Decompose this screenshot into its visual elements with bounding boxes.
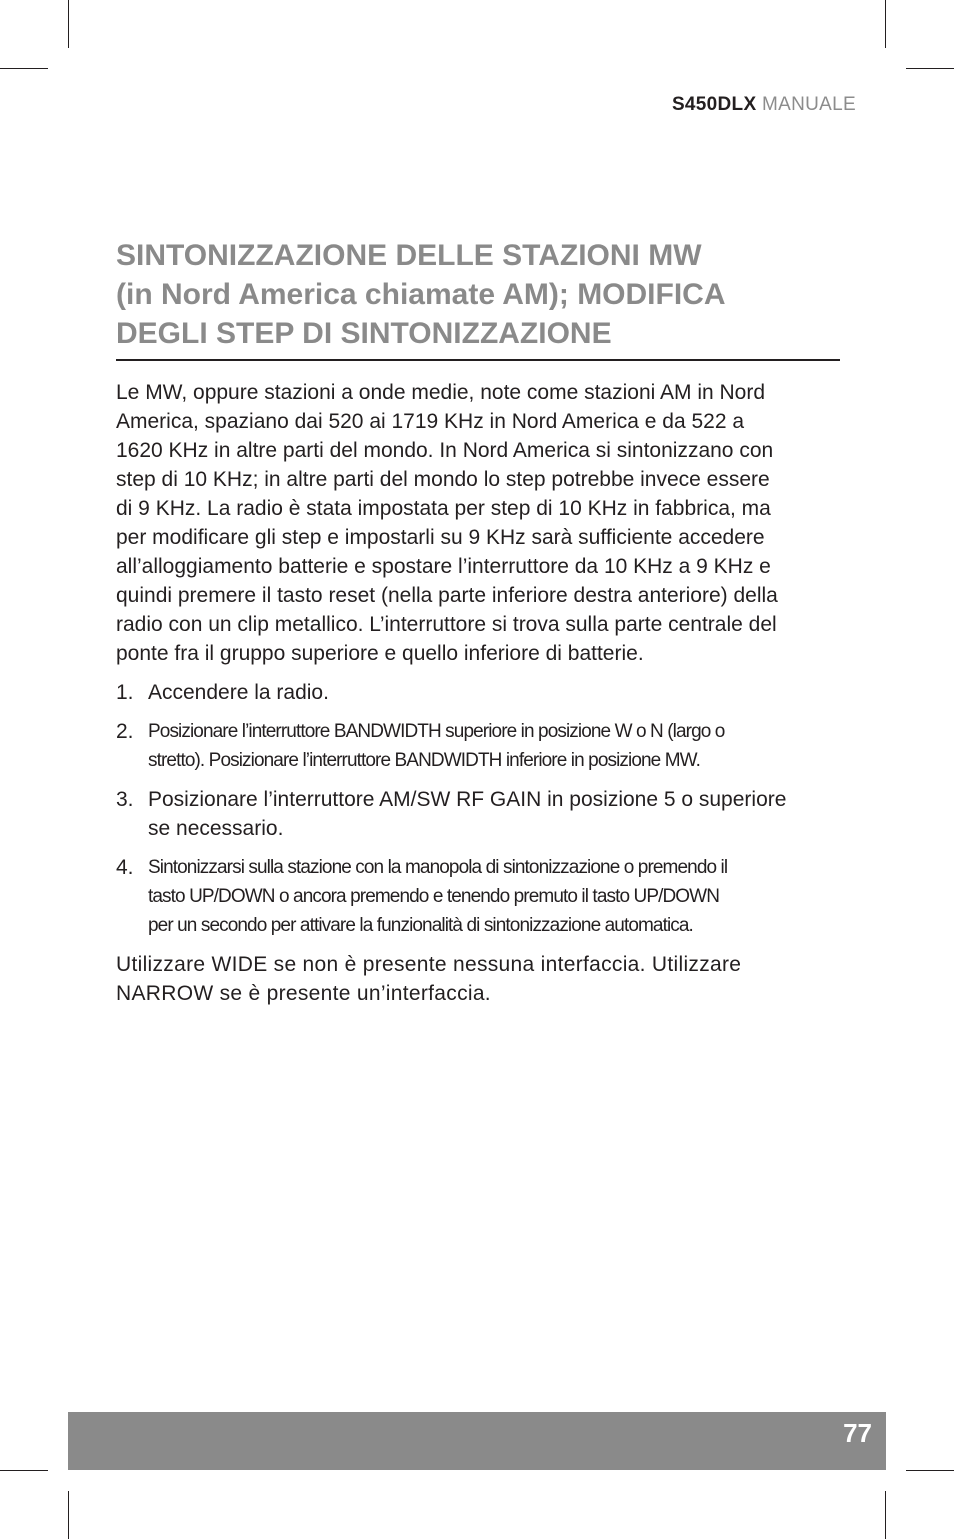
step-text [148, 678, 329, 707]
text-line: Posizionare l’interruttore AM/SW RF GAIN in posizione 5 o superiore [148, 788, 787, 811]
step-text [148, 853, 727, 940]
title-line: (in Nord America chiamate AM); MODIFICA [116, 278, 726, 311]
text-line: Accendere la radio. [148, 681, 329, 704]
closing-paragraph [116, 950, 836, 1008]
step-text [148, 785, 786, 843]
text-line: per un secondo per attivare la funzionalità di sintonizzazione automatica. [148, 915, 693, 936]
text-line: NARROW se è presente un’interfaccia. [116, 982, 491, 1005]
text-line: Le MW, oppure stazioni a onde medie, note come stazioni AM in Nord [116, 381, 766, 404]
step-text [148, 717, 724, 775]
text-line: Sintonizzarsi sulla stazione con la manopola di sintonizzazione o premendo il [148, 857, 728, 878]
model-name: S450DLX [671, 94, 757, 115]
step-number: 2. [116, 720, 134, 743]
crop-mark [0, 68, 48, 69]
step-number: 1. [116, 681, 134, 704]
text-line: Posizionare l’interruttore BANDWIDTH superiore in posizione W o N (largo o [148, 721, 725, 742]
title-line: DEGLI STEP DI SINTONIZZAZIONE [116, 317, 612, 350]
section-title [116, 236, 840, 361]
list-item [116, 785, 836, 843]
text-line: se necessario. [148, 817, 284, 840]
crop-mark [885, 1491, 886, 1539]
crop-mark [68, 1491, 69, 1539]
text-line: quindi premere il tasto reset (nella parte inferiore destra anteriore) della [116, 584, 778, 607]
text-line: Utilizzare WIDE se non è presente nessuna interfaccia. Utilizzare [116, 953, 742, 976]
text-line: stretto). Posizionare l’interruttore BANDWIDTH inferiore in posizione MW. [148, 750, 700, 771]
text-line: radio con un clip metallico. L’interruttore si trova sulla parte centrale del [116, 613, 777, 636]
list-item [116, 678, 836, 707]
running-header [672, 94, 856, 116]
list-item [116, 717, 836, 775]
text-line: America, spaziano dai 520 ai 1719 KHz in Nord America e da 522 a [116, 410, 745, 433]
crop-mark [68, 0, 69, 48]
crop-mark [906, 1470, 954, 1471]
step-number: 4. [116, 856, 134, 879]
crop-mark [885, 0, 886, 48]
text-line: step di 10 KHz; in altre parti del mondo lo step potrebbe invece essere [116, 468, 770, 491]
section-body [116, 378, 836, 1008]
footer-bar [68, 1412, 886, 1470]
text-line: 1620 KHz in altre parti del mondo. In Nord America si sintonizzano con [116, 439, 774, 462]
steps-list [116, 678, 836, 940]
intro-paragraph [116, 378, 836, 668]
page-number: 77 [843, 1418, 872, 1448]
crop-mark [906, 68, 954, 69]
text-line: ponte fra il gruppo superiore e quello inferiore di batterie. [116, 642, 644, 665]
title-line: SINTONIZZAZIONE DELLE STAZIONI MW [116, 239, 702, 272]
text-line: di 9 KHz. La radio è stata impostata per step di 10 KHz in fabbrica, ma [116, 497, 771, 520]
text-line: tasto UP/DOWN o ancora premendo e tenendo premuto il tasto UP/DOWN [148, 886, 720, 907]
list-item [116, 853, 836, 940]
step-number: 3. [116, 788, 134, 811]
manual-label: MANUALE [762, 94, 856, 115]
text-line: all’alloggiamento batterie e spostare l’interruttore da 10 KHz a 9 KHz e [116, 555, 771, 578]
crop-mark [0, 1470, 48, 1471]
text-line: per modificare gli step e impostarli su 9 KHz sarà sufficiente accedere [116, 526, 765, 549]
